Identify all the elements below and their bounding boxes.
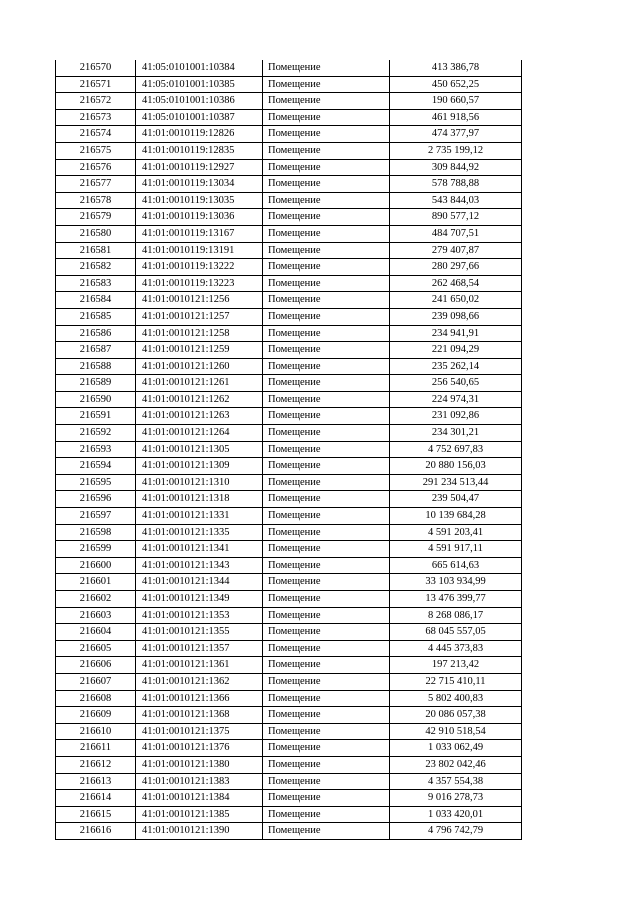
object-type-cell: Помещение — [263, 325, 390, 342]
row-number-cell: 216586 — [56, 325, 136, 342]
row-number-cell: 216604 — [56, 624, 136, 641]
table-body — [56, 60, 522, 839]
row-number-cell: 216602 — [56, 591, 136, 608]
row-number-cell: 216613 — [56, 773, 136, 790]
row-number-cell: 216578 — [56, 192, 136, 209]
object-type-cell: Помещение — [263, 740, 390, 757]
row-number-cell: 216574 — [56, 126, 136, 143]
table-row — [56, 458, 522, 475]
cadastral-value-cell: 474 377,97 — [390, 126, 522, 143]
table-row — [56, 756, 522, 773]
row-number-cell: 216607 — [56, 673, 136, 690]
row-number-cell: 216583 — [56, 275, 136, 292]
object-type-cell: Помещение — [263, 292, 390, 309]
cadastral-number-cell: 41:01:0010119:13167 — [136, 225, 263, 242]
table-row — [56, 408, 522, 425]
table-row — [56, 275, 522, 292]
row-number-cell: 216581 — [56, 242, 136, 259]
row-number-cell: 216597 — [56, 508, 136, 525]
cadastral-value-cell: 279 407,87 — [390, 242, 522, 259]
table-row — [56, 308, 522, 325]
object-type-cell: Помещение — [263, 259, 390, 276]
table-row — [56, 508, 522, 525]
table-row — [56, 591, 522, 608]
cadastral-number-cell: 41:01:0010121:1355 — [136, 624, 263, 641]
cadastral-number-cell: 41:01:0010119:12826 — [136, 126, 263, 143]
cadastral-value-cell: 239 098,66 — [390, 308, 522, 325]
row-number-cell: 216588 — [56, 358, 136, 375]
row-number-cell: 216582 — [56, 259, 136, 276]
table-row — [56, 773, 522, 790]
row-number-cell: 216610 — [56, 723, 136, 740]
cadastral-number-cell: 41:01:0010121:1375 — [136, 723, 263, 740]
row-number-cell: 216580 — [56, 225, 136, 242]
object-type-cell: Помещение — [263, 308, 390, 325]
table-row — [56, 342, 522, 359]
cadastral-number-cell: 41:01:0010119:13034 — [136, 176, 263, 193]
object-type-cell: Помещение — [263, 673, 390, 690]
cadastral-value-cell: 4 445 373,83 — [390, 640, 522, 657]
table-row — [56, 209, 522, 226]
object-type-cell: Помещение — [263, 823, 390, 840]
cadastral-value-table — [55, 60, 522, 840]
cadastral-value-cell: 665 614,63 — [390, 557, 522, 574]
table-row — [56, 657, 522, 674]
object-type-cell: Помещение — [263, 358, 390, 375]
table-row — [56, 292, 522, 309]
row-number-cell: 216571 — [56, 76, 136, 93]
object-type-cell: Помещение — [263, 624, 390, 641]
table-row — [56, 624, 522, 641]
table-row — [56, 491, 522, 508]
cadastral-number-cell: 41:01:0010119:12927 — [136, 159, 263, 176]
cadastral-number-cell: 41:01:0010121:1261 — [136, 375, 263, 392]
cadastral-value-cell: 890 577,12 — [390, 209, 522, 226]
cadastral-number-cell: 41:01:0010121:1309 — [136, 458, 263, 475]
cadastral-value-cell: 68 045 557,05 — [390, 624, 522, 641]
table-row — [56, 242, 522, 259]
cadastral-value-cell: 1 033 062,49 — [390, 740, 522, 757]
cadastral-number-cell: 41:05:0101001:10384 — [136, 60, 263, 76]
object-type-cell: Помещение — [263, 756, 390, 773]
cadastral-value-cell: 13 476 399,77 — [390, 591, 522, 608]
row-number-cell: 216579 — [56, 209, 136, 226]
cadastral-value-cell: 235 262,14 — [390, 358, 522, 375]
cadastral-number-cell: 41:01:0010121:1344 — [136, 574, 263, 591]
cadastral-number-cell: 41:01:0010119:13191 — [136, 242, 263, 259]
cadastral-value-cell: 8 268 086,17 — [390, 607, 522, 624]
cadastral-value-cell: 10 139 684,28 — [390, 508, 522, 525]
row-number-cell: 216593 — [56, 441, 136, 458]
object-type-cell: Помещение — [263, 541, 390, 558]
row-number-cell: 216608 — [56, 690, 136, 707]
object-type-cell: Помещение — [263, 441, 390, 458]
table-row — [56, 690, 522, 707]
table-row — [56, 425, 522, 442]
cadastral-value-cell: 224 974,31 — [390, 391, 522, 408]
cadastral-value-cell: 234 941,91 — [390, 325, 522, 342]
row-number-cell: 216591 — [56, 408, 136, 425]
cadastral-number-cell: 41:01:0010121:1263 — [136, 408, 263, 425]
object-type-cell: Помещение — [263, 723, 390, 740]
cadastral-number-cell: 41:01:0010121:1380 — [136, 756, 263, 773]
row-number-cell: 216584 — [56, 292, 136, 309]
row-number-cell: 216594 — [56, 458, 136, 475]
cadastral-value-cell: 241 650,02 — [390, 292, 522, 309]
row-number-cell: 216599 — [56, 541, 136, 558]
object-type-cell: Помещение — [263, 773, 390, 790]
row-number-cell: 216576 — [56, 159, 136, 176]
object-type-cell: Помещение — [263, 93, 390, 110]
cadastral-value-cell: 413 386,78 — [390, 60, 522, 76]
cadastral-value-cell: 9 016 278,73 — [390, 790, 522, 807]
cadastral-value-cell: 450 652,25 — [390, 76, 522, 93]
object-type-cell: Помещение — [263, 209, 390, 226]
cadastral-value-cell: 2 735 199,12 — [390, 142, 522, 159]
cadastral-number-cell: 41:05:0101001:10387 — [136, 109, 263, 126]
object-type-cell: Помещение — [263, 557, 390, 574]
row-number-cell: 216596 — [56, 491, 136, 508]
table-row — [56, 723, 522, 740]
table-row — [56, 740, 522, 757]
row-number-cell: 216603 — [56, 607, 136, 624]
cadastral-value-cell: 262 468,54 — [390, 275, 522, 292]
object-type-cell: Помещение — [263, 574, 390, 591]
table-row — [56, 159, 522, 176]
object-type-cell: Помещение — [263, 159, 390, 176]
row-number-cell: 216590 — [56, 391, 136, 408]
row-number-cell: 216612 — [56, 756, 136, 773]
object-type-cell: Помещение — [263, 707, 390, 724]
table-row — [56, 225, 522, 242]
cadastral-number-cell: 41:01:0010121:1366 — [136, 690, 263, 707]
object-type-cell: Помещение — [263, 657, 390, 674]
object-type-cell: Помещение — [263, 126, 390, 143]
cadastral-value-cell: 4 357 554,38 — [390, 773, 522, 790]
object-type-cell: Помещение — [263, 458, 390, 475]
row-number-cell: 216609 — [56, 707, 136, 724]
cadastral-number-cell: 41:01:0010119:13036 — [136, 209, 263, 226]
cadastral-number-cell: 41:01:0010121:1353 — [136, 607, 263, 624]
cadastral-value-cell: 42 910 518,54 — [390, 723, 522, 740]
cadastral-number-cell: 41:01:0010121:1390 — [136, 823, 263, 840]
object-type-cell: Помещение — [263, 342, 390, 359]
row-number-cell: 216575 — [56, 142, 136, 159]
object-type-cell: Помещение — [263, 76, 390, 93]
cadastral-value-cell: 543 844,03 — [390, 192, 522, 209]
cadastral-value-cell: 190 660,57 — [390, 93, 522, 110]
cadastral-value-cell: 578 788,88 — [390, 176, 522, 193]
object-type-cell: Помещение — [263, 491, 390, 508]
table-row — [56, 192, 522, 209]
cadastral-number-cell: 41:01:0010121:1310 — [136, 474, 263, 491]
object-type-cell: Помещение — [263, 806, 390, 823]
cadastral-number-cell: 41:01:0010121:1318 — [136, 491, 263, 508]
row-number-cell: 216589 — [56, 375, 136, 392]
cadastral-number-cell: 41:01:0010121:1331 — [136, 508, 263, 525]
cadastral-value-cell: 256 540,65 — [390, 375, 522, 392]
cadastral-number-cell: 41:01:0010121:1343 — [136, 557, 263, 574]
object-type-cell: Помещение — [263, 425, 390, 442]
cadastral-number-cell: 41:01:0010121:1257 — [136, 308, 263, 325]
row-number-cell: 216600 — [56, 557, 136, 574]
row-number-cell: 216587 — [56, 342, 136, 359]
row-number-cell: 216605 — [56, 640, 136, 657]
cadastral-number-cell: 41:01:0010119:13035 — [136, 192, 263, 209]
row-number-cell: 216573 — [56, 109, 136, 126]
cadastral-value-cell: 221 094,29 — [390, 342, 522, 359]
cadastral-number-cell: 41:05:0101001:10386 — [136, 93, 263, 110]
row-number-cell: 216595 — [56, 474, 136, 491]
table-row — [56, 325, 522, 342]
cadastral-value-cell: 461 918,56 — [390, 109, 522, 126]
object-type-cell: Помещение — [263, 375, 390, 392]
cadastral-number-cell: 41:01:0010121:1384 — [136, 790, 263, 807]
row-number-cell: 216611 — [56, 740, 136, 757]
cadastral-number-cell: 41:01:0010121:1256 — [136, 292, 263, 309]
cadastral-value-cell: 33 103 934,99 — [390, 574, 522, 591]
cadastral-value-cell: 4 591 203,41 — [390, 524, 522, 541]
cadastral-value-cell: 4 752 697,83 — [390, 441, 522, 458]
table-row — [56, 142, 522, 159]
table-row — [56, 93, 522, 110]
cadastral-number-cell: 41:01:0010121:1361 — [136, 657, 263, 674]
object-type-cell: Помещение — [263, 142, 390, 159]
cadastral-value-cell: 309 844,92 — [390, 159, 522, 176]
cadastral-value-cell: 197 213,42 — [390, 657, 522, 674]
row-number-cell: 216598 — [56, 524, 136, 541]
cadastral-value-cell: 5 802 400,83 — [390, 690, 522, 707]
object-type-cell: Помещение — [263, 607, 390, 624]
table-row — [56, 607, 522, 624]
table-row — [56, 259, 522, 276]
table-row — [56, 474, 522, 491]
row-number-cell: 216592 — [56, 425, 136, 442]
table-row — [56, 524, 522, 541]
cadastral-number-cell: 41:01:0010121:1349 — [136, 591, 263, 608]
cadastral-number-cell: 41:01:0010119:13222 — [136, 259, 263, 276]
table-row — [56, 60, 522, 76]
cadastral-value-cell: 4 591 917,11 — [390, 541, 522, 558]
cadastral-value-cell: 1 033 420,01 — [390, 806, 522, 823]
object-type-cell: Помещение — [263, 690, 390, 707]
cadastral-number-cell: 41:01:0010121:1259 — [136, 342, 263, 359]
object-type-cell: Помещение — [263, 474, 390, 491]
cadastral-number-cell: 41:01:0010121:1264 — [136, 425, 263, 442]
table-row — [56, 358, 522, 375]
row-number-cell: 216606 — [56, 657, 136, 674]
table-row — [56, 574, 522, 591]
cadastral-number-cell: 41:01:0010121:1385 — [136, 806, 263, 823]
table-row — [56, 441, 522, 458]
table-row — [56, 109, 522, 126]
object-type-cell: Помещение — [263, 275, 390, 292]
table-row — [56, 790, 522, 807]
table-row — [56, 541, 522, 558]
cadastral-value-cell: 484 707,51 — [390, 225, 522, 242]
object-type-cell: Помещение — [263, 176, 390, 193]
cadastral-value-cell: 234 301,21 — [390, 425, 522, 442]
cadastral-number-cell: 41:01:0010121:1376 — [136, 740, 263, 757]
object-type-cell: Помещение — [263, 109, 390, 126]
cadastral-number-cell: 41:01:0010121:1383 — [136, 773, 263, 790]
table-row — [56, 176, 522, 193]
row-number-cell: 216585 — [56, 308, 136, 325]
table-row — [56, 707, 522, 724]
row-number-cell: 216614 — [56, 790, 136, 807]
table-row — [56, 557, 522, 574]
object-type-cell: Помещение — [263, 192, 390, 209]
table-row — [56, 806, 522, 823]
row-number-cell: 216615 — [56, 806, 136, 823]
table-row — [56, 126, 522, 143]
cadastral-number-cell: 41:01:0010121:1258 — [136, 325, 263, 342]
cadastral-value-cell: 291 234 513,44 — [390, 474, 522, 491]
cadastral-value-cell: 280 297,66 — [390, 259, 522, 276]
object-type-cell: Помещение — [263, 60, 390, 76]
object-type-cell: Помещение — [263, 591, 390, 608]
row-number-cell: 216572 — [56, 93, 136, 110]
object-type-cell: Помещение — [263, 790, 390, 807]
table-row — [56, 375, 522, 392]
cadastral-number-cell: 41:01:0010121:1335 — [136, 524, 263, 541]
cadastral-value-cell: 231 092,86 — [390, 408, 522, 425]
row-number-cell: 216616 — [56, 823, 136, 840]
row-number-cell: 216570 — [56, 60, 136, 76]
cadastral-value-cell: 22 715 410,11 — [390, 673, 522, 690]
cadastral-number-cell: 41:01:0010121:1362 — [136, 673, 263, 690]
table-row — [56, 673, 522, 690]
cadastral-number-cell: 41:01:0010119:13223 — [136, 275, 263, 292]
cadastral-value-cell: 20 880 156,03 — [390, 458, 522, 475]
cadastral-number-cell: 41:01:0010121:1260 — [136, 358, 263, 375]
object-type-cell: Помещение — [263, 640, 390, 657]
cadastral-value-cell: 4 796 742,79 — [390, 823, 522, 840]
object-type-cell: Помещение — [263, 508, 390, 525]
cadastral-number-cell: 41:01:0010121:1341 — [136, 541, 263, 558]
cadastral-number-cell: 41:01:0010121:1305 — [136, 441, 263, 458]
table-row — [56, 76, 522, 93]
table-row — [56, 640, 522, 657]
table-row — [56, 823, 522, 840]
object-type-cell: Помещение — [263, 225, 390, 242]
cadastral-number-cell: 41:05:0101001:10385 — [136, 76, 263, 93]
cadastral-number-cell: 41:01:0010121:1262 — [136, 391, 263, 408]
cadastral-number-cell: 41:01:0010121:1368 — [136, 707, 263, 724]
row-number-cell: 216577 — [56, 176, 136, 193]
cadastral-value-cell: 20 086 057,38 — [390, 707, 522, 724]
object-type-cell: Помещение — [263, 524, 390, 541]
cadastral-number-cell: 41:01:0010121:1357 — [136, 640, 263, 657]
object-type-cell: Помещение — [263, 242, 390, 259]
object-type-cell: Помещение — [263, 391, 390, 408]
cadastral-value-cell: 239 504,47 — [390, 491, 522, 508]
table-row — [56, 391, 522, 408]
row-number-cell: 216601 — [56, 574, 136, 591]
cadastral-number-cell: 41:01:0010119:12835 — [136, 142, 263, 159]
cadastral-value-cell: 23 802 042,46 — [390, 756, 522, 773]
object-type-cell: Помещение — [263, 408, 390, 425]
